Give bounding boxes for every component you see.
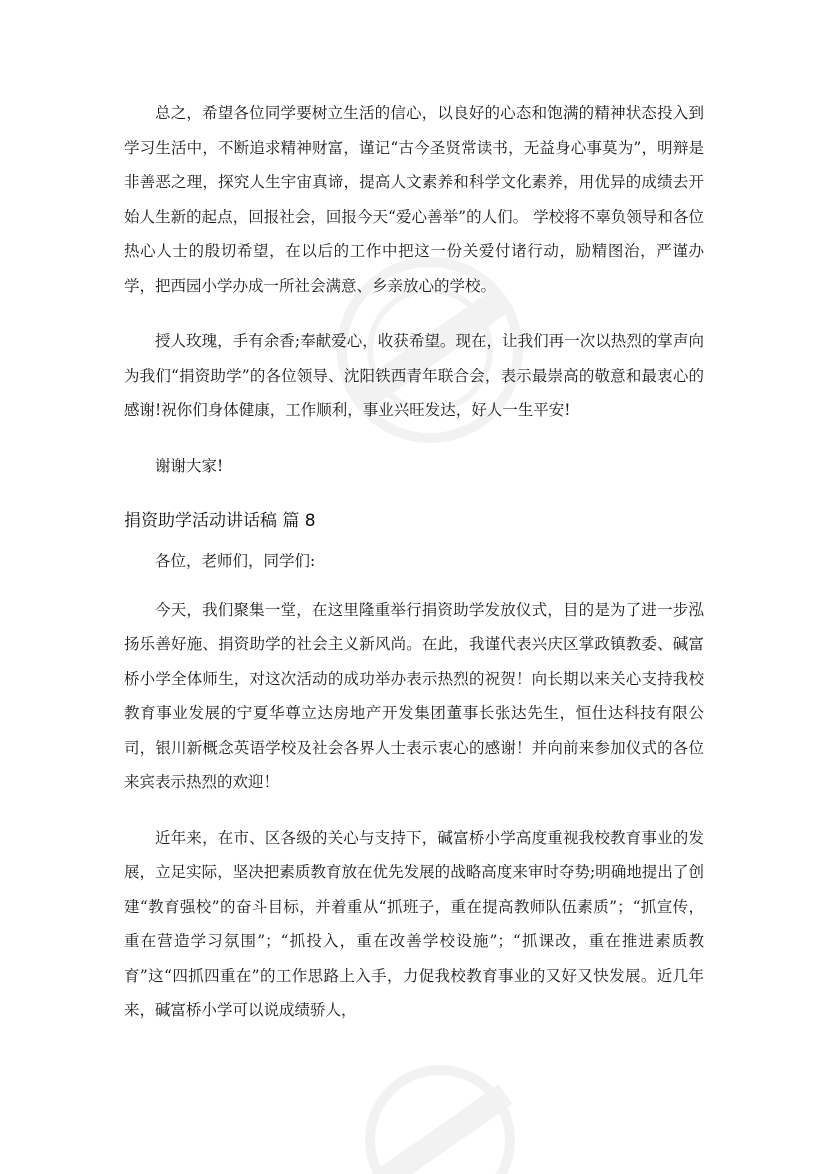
paragraph-closing: 谢谢大家! xyxy=(155,456,224,475)
paragraph-achievements: 近年来，在市、区各级的关心与支持下，碱富桥小学高度重视我校教育事业的发展，立足实际，坚决把素质教育放在优先发展的战略高度来审时夺势;明确地提出了创建“教育强校”的奋斗目标，并着重从“抓班子，重在提高教师队伍素质”；“抓宣传，重在营造学习氛围”；“抓投入，重在改善学校设施”；“抓课改，重在推进素质教育”这“四抓四重在”的工作思路上入手，力促我校教育事业的又好又快发展。近几年来，碱富桥小学可以说成绩骄人， xyxy=(124,828,704,1019)
paragraph-opening: 今天，我们聚集一堂，在这里隆重举行捐资助学发放仪式，目的是为了进一步泓扬乐善好施、捐资助学的社会主义新风尚。在此，我谨代表兴庆区掌政镇教委、碱富桥小学全体师生，对这次活动的成功举办表示热烈的祝贺！向长期以来关心支持我校教育事业发展的宁夏华尊立达房地产开发集团董事长张达先生，恒仕达科技有限公司，银川新概念英语学校及社会各界人士表示衷心的感谢！并向前来参加仪式的各位来宾表示热烈的欢迎！ xyxy=(124,600,704,791)
paragraph-thanks: 授人玫瑰，手有余香;奉献爱心，收获希望。现在，让我们再一次以热烈的掌声向为我们“捐资助学”的各位领导、沈阳铁西青年联合会，表示最崇高的敬意和最衷心的感谢!祝你们身体健康，工作顺利，事业兴旺发达，好人一生平安! xyxy=(124,332,704,419)
document-body xyxy=(124,96,704,1049)
paragraph-conclusion: 总之，希望各位同学要树立生活的信心，以良好的心态和饱满的精神状态投入到学习生活中，不断追求精神财富，谨记“古今圣贤常读书，无益身心事莫为”，明辩是非善恶之理，探究人生宇宙真谛，提高人文素养和科学文化素养，用优异的成绩去开始人生新的起点，回报社会，回报今天“爱心善举”的人们。 学校将不辜负领导和各位热心人士的殷切希望，在以后的工作中把这一份关爱付诸行动，励精图治，严谨办学，把西园小学办成一所社会满意、乡亲放心的学校。 xyxy=(124,104,704,295)
section-heading: 捐资助学活动讲话稿 篇 8 xyxy=(124,511,316,531)
paragraph-salutation: 各位，老师们，同学们: xyxy=(155,552,316,570)
